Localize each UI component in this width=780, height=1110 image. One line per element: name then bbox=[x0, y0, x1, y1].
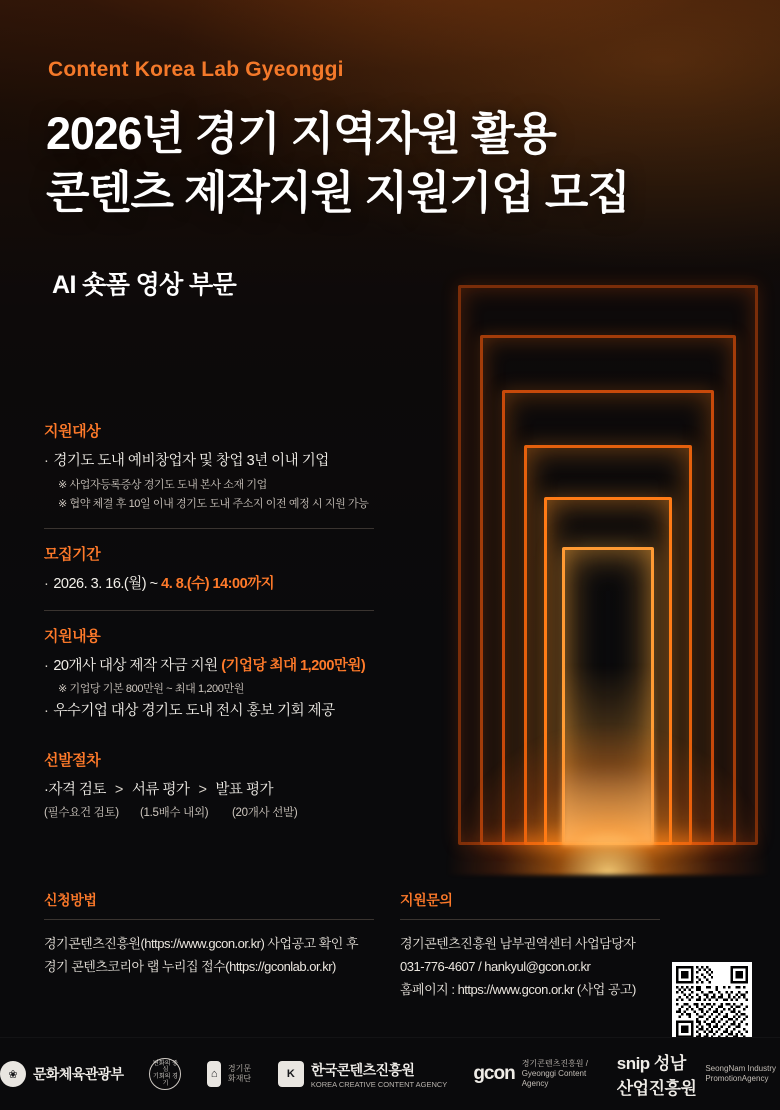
page-title bbox=[46, 104, 746, 223]
support-item-2-text: 우수기업 대상 경기도 도내 전시 홍보 기회 제공 bbox=[53, 703, 335, 720]
bullet-dot: · bbox=[44, 575, 49, 592]
bullet-dot: · bbox=[44, 657, 49, 674]
apply-divider bbox=[44, 919, 374, 920]
logo-mcst-label: 문화체육관광부 bbox=[33, 1066, 124, 1082]
content-column bbox=[44, 420, 394, 824]
contact-line-3: 홈페이지 : https://www.gcon.or.kr (사업 공고) bbox=[400, 981, 636, 997]
process-step-3: 발표 평가 bbox=[215, 781, 273, 798]
bottom-info bbox=[0, 890, 780, 1040]
process-steps bbox=[44, 780, 394, 801]
page-subtitle: AI 숏폼 영상 부문 bbox=[52, 271, 237, 299]
bullet-dot: · bbox=[44, 781, 49, 798]
logo-gyeonggi-foundation bbox=[207, 1061, 251, 1087]
logo-snip-sub: SeongNam Industry PromotionAgency bbox=[705, 1064, 777, 1083]
logo-gcon bbox=[473, 1059, 590, 1089]
apply-block bbox=[44, 890, 374, 979]
section-target-note-1: ※ 사업자등록증상 경기도 도내 본사 소재 기업 bbox=[58, 478, 267, 491]
apply-heading: 신청방법 bbox=[44, 892, 97, 908]
apply-line-1: 경기콘텐츠진흥원(https://www.gcon.or.kr) 사업공고 확인 후 bbox=[44, 936, 359, 951]
logo-kocca-label: 한국콘텐츠진흥원 KOREA CREATIVE CONTENT AGENCY bbox=[310, 1061, 448, 1089]
logo-gcon-mark: gcon bbox=[473, 1063, 515, 1084]
bullet-dot: · bbox=[44, 703, 49, 720]
logo-gyeonggi-foundation-label: 경기문화재단 bbox=[227, 1064, 252, 1083]
footer-logos bbox=[0, 1037, 780, 1110]
section-target bbox=[44, 420, 394, 514]
title-line-2: 콘텐츠 제작지원 지원기업 모집 bbox=[46, 167, 630, 219]
section-target-item bbox=[44, 451, 394, 473]
portal-graphic bbox=[458, 285, 758, 845]
foundation-mark-icon: ⌂ bbox=[207, 1061, 220, 1087]
period-deadline: 4. 8.(수) 14:00까지 bbox=[161, 575, 275, 592]
process-step-2: 서류 평가 bbox=[131, 781, 190, 798]
contact-divider bbox=[400, 919, 660, 920]
process-step-1: 자격 검토 bbox=[48, 781, 106, 798]
qr-code-icon[interactable] bbox=[672, 962, 752, 1042]
bullet-dot: · bbox=[44, 453, 49, 469]
step-separator-1: > bbox=[114, 781, 123, 798]
logo-kocca-sub: KOREA CREATIVE CONTENT AGENCY bbox=[310, 1079, 448, 1089]
title-line-1: 2026년 경기 지역자원 활용 bbox=[46, 108, 556, 159]
divider-1 bbox=[44, 528, 374, 529]
logo-gcon-sub: 경기콘텐츠진흥원 / Gyeonggi Content Agency bbox=[521, 1059, 588, 1088]
section-support-note: ※ 기업당 기본 800만원 ~ 최대 1,200만원 bbox=[58, 683, 244, 696]
section-support-item-2 bbox=[44, 701, 394, 723]
section-support-heading: 지원내용 bbox=[44, 627, 101, 645]
section-process bbox=[44, 749, 394, 820]
section-target-note-2: ※ 협약 체결 후 10일 이내 경기도 도내 주소지 이전 예정 시 지원 가능 bbox=[58, 498, 369, 511]
divider-2 bbox=[44, 610, 374, 611]
process-step-notes bbox=[44, 804, 394, 820]
process-step-note-2: (1.5배수 내외) bbox=[140, 806, 209, 819]
brand-label: Content Korea Lab Gyeonggi bbox=[48, 58, 344, 81]
gyeonggi-seal-icon: 변화의 중심 기회의 경기 bbox=[149, 1058, 181, 1090]
government-emblem-icon: ❀ bbox=[0, 1061, 26, 1087]
section-period bbox=[44, 543, 394, 596]
support-item-1-text: 20개사 대상 제작 자금 지원 bbox=[53, 657, 222, 674]
contact-block bbox=[400, 890, 660, 1001]
contact-heading: 지원문의 bbox=[400, 892, 453, 908]
contact-line-1: 경기콘텐츠진흥원 남부권역센터 사업담당자 bbox=[400, 936, 636, 951]
portal-floor-glow bbox=[448, 725, 768, 875]
logo-kocca bbox=[278, 1060, 447, 1089]
section-support bbox=[44, 625, 394, 723]
process-step-note-3: (20개사 선발) bbox=[232, 806, 298, 819]
section-process-heading: 선발절차 bbox=[44, 751, 101, 769]
section-support-item-1 bbox=[44, 656, 394, 678]
logo-mcst bbox=[0, 1061, 123, 1087]
contact-line-2: 031-776-4607 / hankyul@gcon.or.kr bbox=[400, 958, 591, 974]
step-separator-2: > bbox=[198, 781, 207, 798]
kocca-mark-icon: K bbox=[278, 1061, 304, 1087]
period-prefix: 2026. 3. 16.(월) ~ bbox=[53, 575, 162, 592]
process-step-note-1: (필수요건 검토) bbox=[44, 806, 119, 819]
section-target-heading: 지원대상 bbox=[44, 423, 101, 440]
logo-snip bbox=[617, 1049, 780, 1099]
logo-gyeonggi bbox=[149, 1058, 181, 1090]
logo-snip-label: snip 성남산업진흥원 bbox=[616, 1054, 697, 1098]
support-item-1-amount: (기업당 최대 1,200만원) bbox=[221, 657, 366, 674]
apply-line-2: 경기 콘텐츠코리아 랩 누리집 접수(https://gconlab.or.kr) bbox=[44, 958, 336, 974]
section-target-item-text: 경기도 도내 예비창업자 및 창업 3년 이내 기업 bbox=[53, 453, 329, 469]
section-period-item bbox=[44, 574, 394, 596]
section-period-heading: 모집기간 bbox=[44, 545, 101, 563]
